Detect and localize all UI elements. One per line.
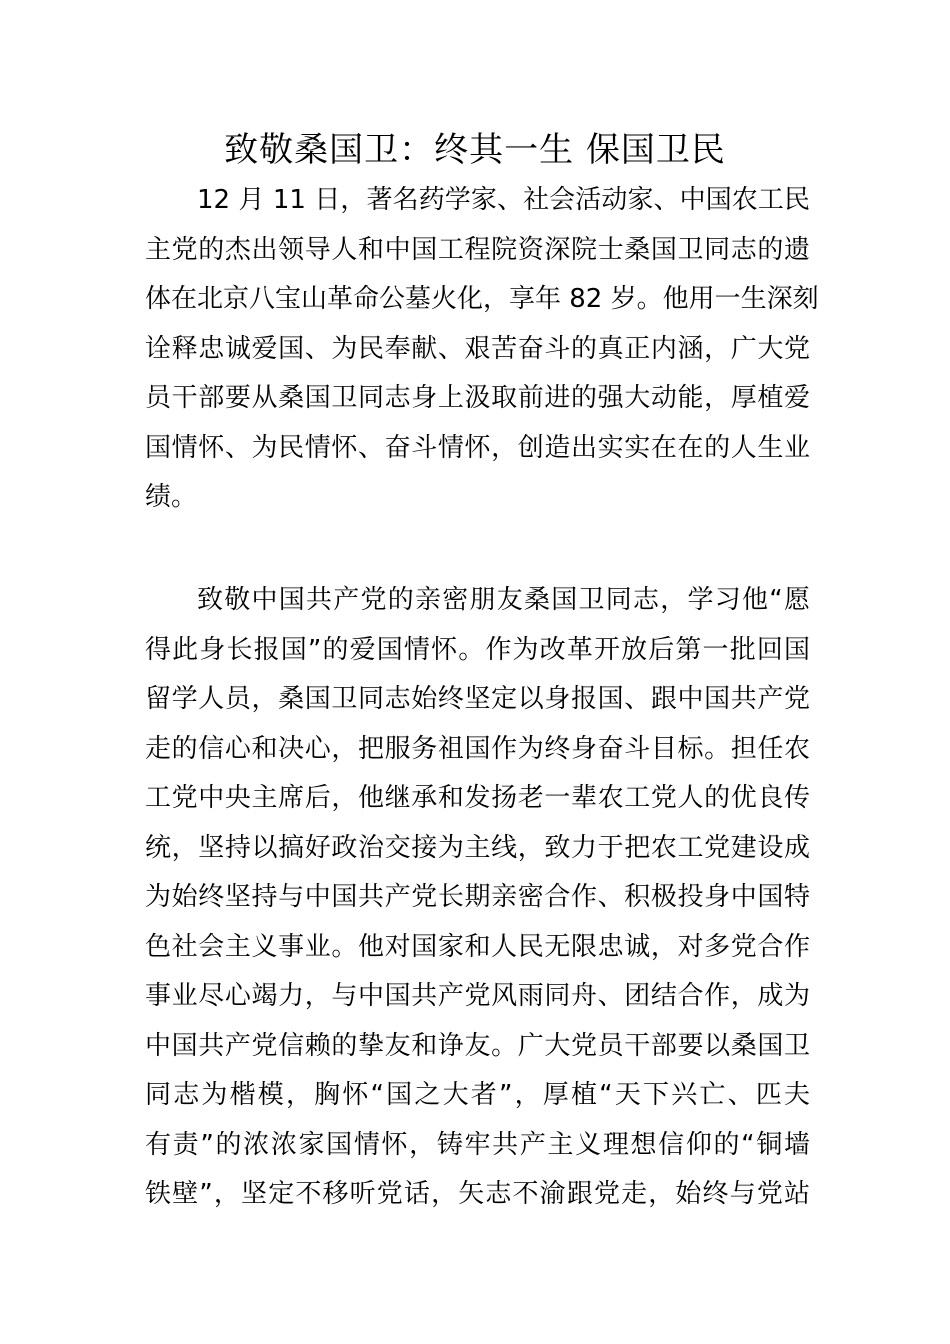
text-line: 有责”的浓浓家国情怀，铸牢共产主义理想信仰的“铜墙 <box>145 1129 810 1160</box>
text-line: 诠释忠诚爱国、为民奉献、艰苦奋斗的真正内涵，广大党 <box>145 333 810 364</box>
text-line: 事业尽心竭力，与中国共产党风雨同舟、团结合作，成为 <box>145 981 810 1011</box>
text-line: 色社会主义事业。他对国家和人民无限忠诚，对多党合作 <box>145 931 810 962</box>
text-line: 体在北京八宝山革命公墓火化，享年 82 岁。他用一生深刻 <box>145 284 819 314</box>
text-line: 主党的杰出领导人和中国工程院资深院士桑国卫同志的遗 <box>145 234 810 265</box>
text-line: 为始终坚持与中国共产党长期亲密合作、积极投身中国特 <box>145 882 810 912</box>
text-line: 得此身长报国”的爱国情怀。作为改革开放后第一批回国 <box>145 634 810 665</box>
text-line: 员干部要从桑国卫同志身上汲取前进的强大动能，厚植爱 <box>145 383 810 413</box>
text-line: 中国共产党信赖的挚友和诤友。广大党员干部要以桑国卫 <box>145 1030 810 1061</box>
text-line: 国情怀、为民情怀、奋斗情怀，创造出实实在在的人生业 <box>145 432 810 463</box>
text-line: 走的信心和决心，把服务祖国作为终身奋斗目标。担任农 <box>145 733 810 764</box>
text-line: 工党中央主席后，他继承和发扬老一辈农工党人的优良传 <box>145 783 810 813</box>
paragraph-1 <box>145 176 819 523</box>
text-line: 统，坚持以搞好政治交接为主线，致力于把农工党建设成 <box>145 832 810 863</box>
document-title: 致敬桑国卫：终其一生 保国卫民 <box>224 130 726 170</box>
text-line: 绩。 <box>145 482 198 512</box>
text-line: 留学人员，桑国卫同志始终坚定以身报国、跟中国共产党 <box>145 684 810 714</box>
text-line: 铁壁”，坚定不移听党话，矢志不渝跟党走，始终与党站 <box>145 1179 810 1209</box>
text-line: 致敬中国共产党的亲密朋友桑国卫同志，学习他“愿 <box>197 585 810 615</box>
text-line: 同志为楷模，胸怀“国之大者”，厚植“天下兴亡、匹夫 <box>145 1080 810 1110</box>
text-line: 12 月 11 日，著名药学家、社会活动家、中国农工民 <box>197 185 810 215</box>
paragraph-2 <box>145 576 810 1220</box>
